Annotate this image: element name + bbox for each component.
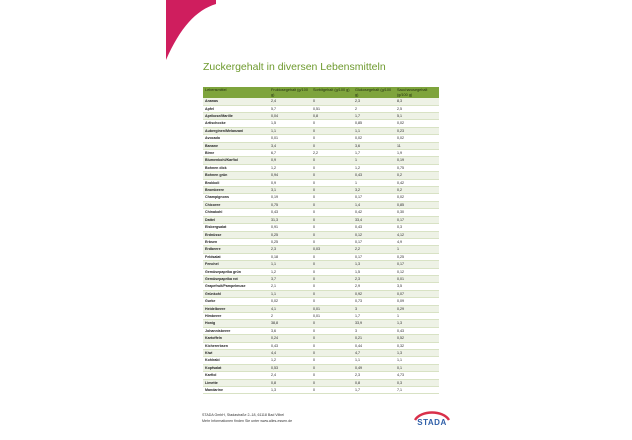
cell-fructose: 0,94 [269,172,311,179]
logo-text: STADA [417,418,447,427]
column-header-food: Lebensmittel [205,88,227,92]
column-header-glucose: Glukosegehalt (g/100 g) [355,88,392,97]
cell-food: Kopfsalat [203,364,269,371]
cell-fructose: 5,7 [269,105,311,112]
cell-fructose: 2,4 [269,98,311,105]
cell-fructose: 1,3 [269,387,311,394]
cell-food: Brokkoli [203,179,269,186]
cell-food: Apfel [203,105,269,112]
cell-sorbitol: 0 [311,320,353,327]
table-row [203,364,439,371]
table-row [203,187,439,194]
cell-sorbitol: 0 [311,253,353,260]
cell-food: Grünkohl [203,290,269,297]
cell-sorbitol: 0 [311,172,353,179]
cell-fructose: 1,2 [269,357,311,364]
cell-food: Chinakohl [203,209,269,216]
cell-fructose: 2 [269,312,311,319]
cell-sorbitol: 0,01 [311,305,353,312]
table-row [203,127,439,134]
cell-food: Gurke [203,298,269,305]
cell-sorbitol: 0 [311,283,353,290]
cell-food: Mandarine [203,387,269,394]
cell-sucrose: 0,17 [395,261,439,268]
cell-glucose: 0,8 [353,379,395,386]
table-row [203,209,439,216]
data-table [203,87,439,394]
cell-food: Kichererbsen [203,342,269,349]
cell-fructose: 1,1 [269,261,311,268]
cell-sorbitol: 0 [311,290,353,297]
cell-food: Kohlrabi [203,357,269,364]
table-row [203,379,439,386]
cell-sucrose: 0,3 [395,224,439,231]
table-row [203,231,439,238]
table-row [203,320,439,327]
cell-sucrose: 1,3 [395,350,439,357]
cell-food: Bohnen dick [203,164,269,171]
cell-fructose: 0,01 [269,135,311,142]
table-row [203,275,439,282]
footer-info: Mehr Informationen finden Sie unter www.alles-essen.de [202,419,293,423]
table-row [203,253,439,260]
cell-glucose: 3 [353,327,395,334]
cell-glucose: 0,43 [353,172,395,179]
cell-glucose: 0,21 [353,335,395,342]
cell-sorbitol: 0 [311,268,353,275]
cell-fructose: 2,3 [269,246,311,253]
cell-sorbitol: 0,03 [311,246,353,253]
cell-fructose: 3,1 [269,187,311,194]
cell-glucose: 1,2 [353,164,395,171]
cell-sorbitol: 0 [311,342,353,349]
cell-sucrose: 11 [395,142,439,149]
sugar-table [203,87,439,394]
table-row [203,238,439,245]
cell-fructose: 38,8 [269,320,311,327]
cell-sucrose: 0,02 [395,120,439,127]
page-title: Zuckergehalt in diversen Lebensmitteln [203,61,386,73]
cell-fructose: 0,53 [269,364,311,371]
cell-glucose: 0,02 [353,135,395,142]
cell-sorbitol: 0 [311,135,353,142]
cell-food: Karfiol [203,372,269,379]
cell-glucose: 3,6 [353,142,395,149]
cell-fructose: 0,25 [269,231,311,238]
cell-glucose: 1,7 [353,113,395,120]
cell-glucose: 0,73 [353,298,395,305]
table-row [203,105,439,112]
cell-fructose: 6,7 [269,150,311,157]
cell-food: Feldsalat [203,253,269,260]
cell-food: Avocado [203,135,269,142]
cell-fructose: 3,6 [269,327,311,334]
cell-sucrose: 0,43 [395,327,439,334]
cell-glucose: 4,7 [353,350,395,357]
cell-sorbitol: 0 [311,98,353,105]
cell-fructose: 1,1 [269,127,311,134]
table-row [203,298,439,305]
cell-sorbitol: 0 [311,231,353,238]
cell-fructose: 3,7 [269,275,311,282]
cell-sorbitol: 0 [311,201,353,208]
cell-sucrose: 4,9 [395,238,439,245]
stada-logo [411,408,453,434]
cell-glucose: 33,4 [353,216,395,223]
cell-sucrose: 0,2 [395,187,439,194]
cell-sucrose: 0,75 [395,164,439,171]
cell-food: Artischocke [203,120,269,127]
cell-sucrose: 0,17 [395,216,439,223]
table-row [203,372,439,379]
cell-food: Erdnüsse [203,231,269,238]
cell-glucose: 3,2 [353,187,395,194]
table-row [203,157,439,164]
cell-glucose: 1,7 [353,150,395,157]
cell-sucrose: 0,1 [395,364,439,371]
cell-food: Himbeere [203,312,269,319]
cell-food: Limette [203,379,269,386]
cell-sorbitol: 0 [311,194,353,201]
cell-glucose: 0,85 [353,120,395,127]
cell-sucrose: 0,01 [395,275,439,282]
cell-sucrose: 0,32 [395,342,439,349]
cell-glucose: 0,43 [353,224,395,231]
cell-food: Champignons [203,194,269,201]
table-row [203,246,439,253]
cell-fructose: 0,75 [269,201,311,208]
cell-sorbitol: 0,01 [311,312,353,319]
cell-sucrose: 0,07 [395,290,439,297]
cell-sorbitol: 0 [311,179,353,186]
cell-glucose: 1,7 [353,312,395,319]
cell-food: Grapefruit/Pampelmuse [203,283,269,290]
cell-sorbitol: 0 [311,350,353,357]
table-row [203,268,439,275]
cell-food: Blumenkohl/Karfiol [203,157,269,164]
cell-glucose: 1,7 [353,387,395,394]
cell-food: Chicoree [203,201,269,208]
table-header-row [203,87,439,98]
footer [202,412,292,424]
cell-glucose: 33,9 [353,320,395,327]
cell-sucrose: 8,3 [395,98,439,105]
cell-fructose: 0,24 [269,335,311,342]
cell-food: Kartoffeln [203,335,269,342]
cell-fructose: 0,18 [269,253,311,260]
cell-fructose: 31,3 [269,216,311,223]
table-row [203,335,439,342]
cell-sucrose: 0,52 [395,335,439,342]
cell-food: Birne [203,150,269,157]
table-row [203,283,439,290]
cell-sucrose: 0,25 [395,253,439,260]
cell-fructose: 1,5 [269,120,311,127]
table-row [203,327,439,334]
cell-glucose: 1,3 [353,261,395,268]
cell-food: Brombeere [203,187,269,194]
cell-sorbitol: 0 [311,216,353,223]
cell-fructose: 0,43 [269,209,311,216]
cell-glucose: 0,42 [353,209,395,216]
table-row [203,305,439,312]
cell-sorbitol: 2,2 [311,150,353,157]
table-row [203,387,439,394]
cell-glucose: 1,4 [353,201,395,208]
cell-sucrose: 0,85 [395,201,439,208]
table-row [203,357,439,364]
cell-sorbitol: 0 [311,327,353,334]
cell-glucose: 1 [353,179,395,186]
cell-fructose: 0,8 [269,379,311,386]
footer-address: STADA GmbH, Stadastraße 2–18, 61118 Bad Vilbel [202,413,285,417]
cell-sucrose: 1,9 [395,150,439,157]
cell-glucose: 1,5 [353,268,395,275]
cell-fructose: 1,2 [269,268,311,275]
cell-food: Ananas [203,98,269,105]
column-header-sucrose: Saccharosegehalt (g/100 g) [397,88,428,97]
cell-glucose: 0,17 [353,253,395,260]
cell-food: Heidelbeere [203,305,269,312]
table-row [203,142,439,149]
cell-food: Fenchel [203,261,269,268]
cell-glucose: 0,12 [353,231,395,238]
decorative-corner-swoosh [166,0,216,60]
cell-sorbitol: 0 [311,379,353,386]
cell-glucose: 0,17 [353,238,395,245]
cell-sucrose: 0,42 [395,179,439,186]
cell-glucose: 1 [353,157,395,164]
cell-sucrose: 0,30 [395,209,439,216]
table-row [203,216,439,223]
cell-fructose: 1,1 [269,290,311,297]
cell-sorbitol: 0 [311,364,353,371]
table-row [203,172,439,179]
cell-sucrose: 1,3 [395,320,439,327]
cell-glucose: 2,9 [353,283,395,290]
cell-fructose: 0,9 [269,179,311,186]
table-row [203,98,439,105]
cell-sorbitol: 0 [311,224,353,231]
table-row [203,113,439,120]
cell-sorbitol: 0 [311,335,353,342]
cell-glucose: 1,1 [353,127,395,134]
column-header-fructose: Fruktosegehalt (g/100 g) [271,88,308,97]
cell-glucose: 2 [353,105,395,112]
cell-sucrose: 0,12 [395,268,439,275]
cell-glucose: 0,92 [353,290,395,297]
table-row [203,120,439,127]
cell-sucrose: 1 [395,246,439,253]
cell-sorbitol: 0 [311,261,353,268]
table-row [203,201,439,208]
table-row [203,224,439,231]
cell-sorbitol: 0 [311,120,353,127]
cell-sorbitol: 0 [311,275,353,282]
cell-sucrose: 2,5 [395,105,439,112]
cell-sucrose: 5,1 [395,113,439,120]
cell-food: Gemüsepaprika grün [203,268,269,275]
cell-fructose: 4,1 [269,305,311,312]
cell-fructose: 0,04 [269,113,311,120]
cell-sorbitol: 0,8 [311,113,353,120]
cell-sucrose: 0,3 [395,379,439,386]
cell-sorbitol: 0 [311,187,353,194]
table-row [203,179,439,186]
cell-sorbitol: 0 [311,238,353,245]
table-row [203,150,439,157]
cell-glucose: 0,49 [353,364,395,371]
cell-sucrose: 3,5 [395,283,439,290]
cell-glucose: 2,3 [353,275,395,282]
cell-sucrose: 4,12 [395,231,439,238]
cell-food: Honig [203,320,269,327]
cell-food: Aprikose/Marille [203,113,269,120]
cell-food: Dattel [203,216,269,223]
table-row [203,290,439,297]
cell-glucose: 0,44 [353,342,395,349]
table-row [203,312,439,319]
cell-sorbitol: 0 [311,298,353,305]
cell-fructose: 0,25 [269,238,311,245]
cell-sucrose: 0,29 [395,305,439,312]
cell-sorbitol: 0,51 [311,105,353,112]
cell-glucose: 2,3 [353,372,395,379]
cell-fructose: 0,9 [269,157,311,164]
cell-food: Erbsen [203,238,269,245]
cell-sorbitol: 0 [311,157,353,164]
cell-glucose: 1,1 [353,357,395,364]
cell-fructose: 0,19 [269,194,311,201]
cell-fructose: 4,4 [269,350,311,357]
cell-sucrose: 0,23 [395,127,439,134]
cell-glucose: 2,2 [353,246,395,253]
cell-fructose: 1,2 [269,164,311,171]
cell-sorbitol: 0 [311,142,353,149]
cell-fructose: 2,4 [269,372,311,379]
cell-food: Gemüsepaprika rot [203,275,269,282]
cell-sorbitol: 0 [311,209,353,216]
cell-fructose: 2,1 [269,283,311,290]
table-row [203,135,439,142]
table-row [203,164,439,171]
cell-fructose: 0,02 [269,298,311,305]
cell-sucrose: 0,09 [395,298,439,305]
cell-fructose: 3,4 [269,142,311,149]
cell-sucrose: 0,19 [395,157,439,164]
table-body [203,98,439,394]
table-row [203,194,439,201]
cell-food: Kiwi [203,350,269,357]
table-row [203,350,439,357]
cell-sucrose: 1,1 [395,357,439,364]
cell-sucrose: 1 [395,312,439,319]
cell-sucrose: 0,02 [395,194,439,201]
cell-glucose: 2,3 [353,98,395,105]
cell-glucose: 0,17 [353,194,395,201]
cell-sucrose: 0,2 [395,172,439,179]
cell-fructose: 0,43 [269,342,311,349]
cell-sucrose: 7,1 [395,387,439,394]
cell-glucose: 3 [353,305,395,312]
cell-food: Auberginen/Melanzani [203,127,269,134]
cell-sucrose: 0,02 [395,135,439,142]
table-row [203,342,439,349]
cell-food: Banane [203,142,269,149]
cell-sorbitol: 0 [311,127,353,134]
cell-food: Bohnen grün [203,172,269,179]
cell-sorbitol: 0 [311,164,353,171]
cell-food: Eisbergsalat [203,224,269,231]
cell-sorbitol: 0 [311,387,353,394]
table-row [203,261,439,268]
cell-fructose: 0,91 [269,224,311,231]
cell-food: Erdbeere [203,246,269,253]
cell-sorbitol: 0 [311,357,353,364]
cell-sorbitol: 0 [311,372,353,379]
column-header-sorbitol: Sorbitgehalt (g/100 g) [313,88,350,92]
cell-sucrose: 4,73 [395,372,439,379]
cell-food: Johannisbeere [203,327,269,334]
